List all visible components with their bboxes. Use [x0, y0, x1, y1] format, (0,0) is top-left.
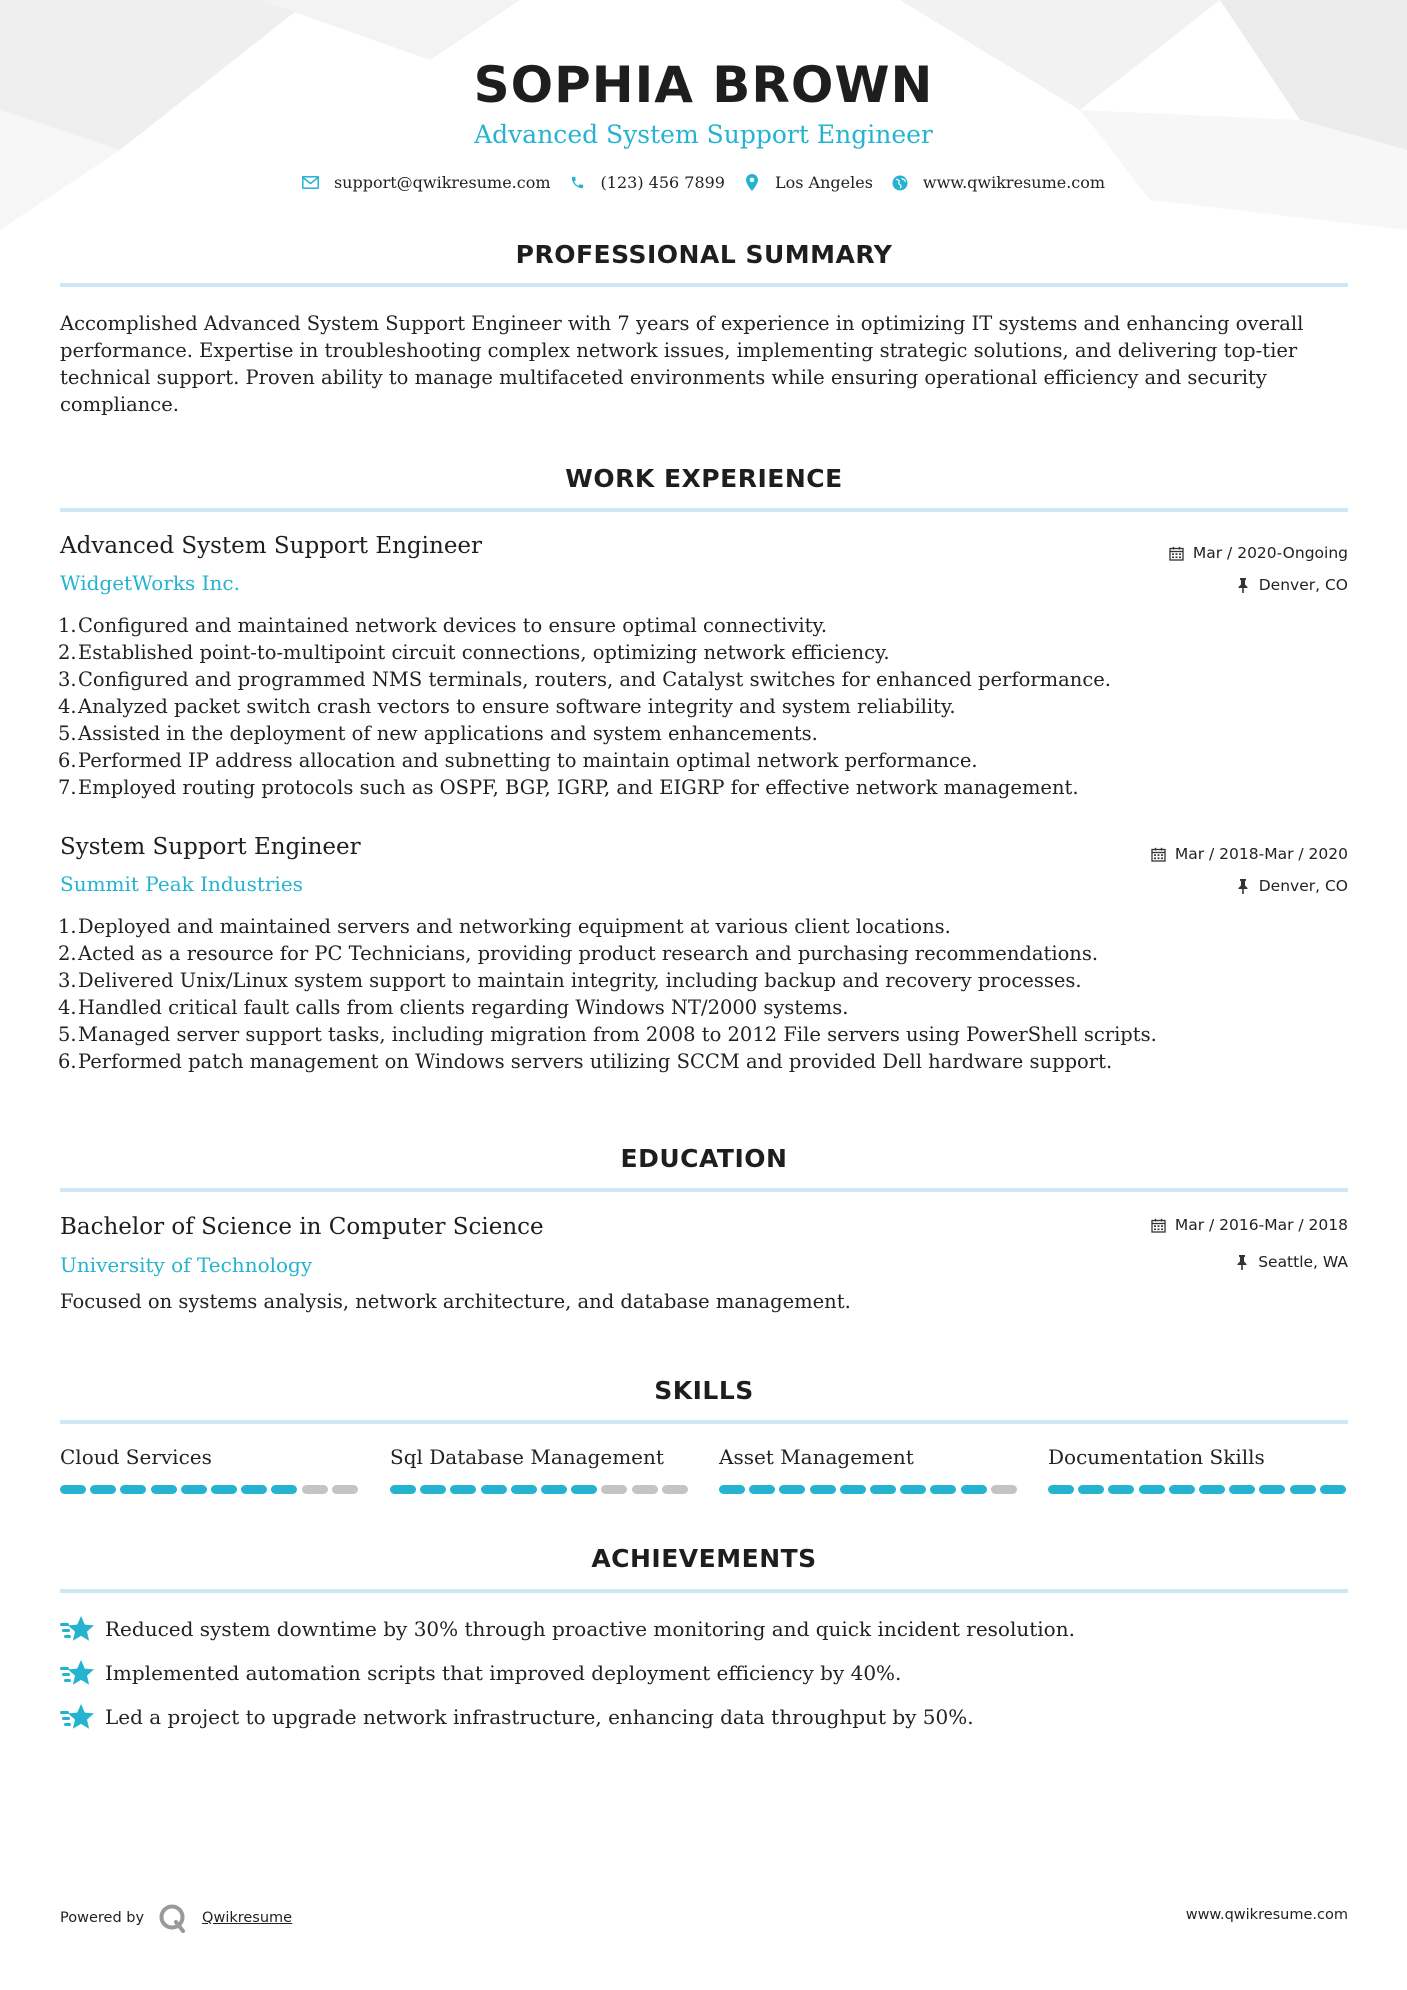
company-name: WidgetWorks Inc.	[60, 571, 240, 595]
skills-divider	[60, 1420, 1348, 1424]
skill-name: Cloud Services	[60, 1445, 212, 1469]
job-location-text: Denver, CO	[1258, 576, 1348, 594]
education-description: Focused on systems analysis, network architecture, and database management.	[60, 1290, 851, 1313]
list-item: 5. Managed server support tasks, including migration from 2008 to 2012 File servers using PowerShell scripts.	[58, 1023, 1157, 1046]
skill-dot-filled	[1078, 1485, 1104, 1494]
job-location	[1235, 877, 1348, 895]
achievement-text: Reduced system downtime by 30% through proactive monitoring and quick incident resolution.	[105, 1617, 1075, 1641]
job-location	[1235, 576, 1348, 594]
list-item: 4. Handled critical fault calls from clients regarding Windows NT/2000 systems.	[58, 996, 849, 1019]
list-item: 6. Performed IP address allocation and subnetting to maintain optimal network performance.	[58, 749, 978, 772]
skill-dot-filled	[60, 1485, 86, 1494]
education-divider	[60, 1188, 1348, 1192]
job-responsibilities	[60, 612, 1350, 801]
skill-item	[719, 1445, 1019, 1469]
pushpin-icon	[1235, 577, 1251, 593]
contact-location	[743, 173, 873, 192]
skill-dot-filled	[1199, 1485, 1225, 1494]
skill-dot-filled	[481, 1485, 507, 1494]
skill-dot-filled	[241, 1485, 267, 1494]
list-item: 2. Acted as a resource for PC Technicians, providing product research and purchasing recommendations.	[58, 942, 1099, 965]
skill-dot-filled	[749, 1485, 775, 1494]
list-item: 1. Deployed and maintained servers and networking equipment at various client locations.	[58, 915, 951, 938]
skill-dot-filled	[900, 1485, 926, 1494]
envelope-icon	[302, 174, 320, 192]
powered-by-label: Powered by	[60, 1910, 145, 1926]
qwikresume-logo-icon	[158, 1903, 188, 1933]
star-award-icon	[60, 1702, 94, 1732]
experience-heading: WORK EXPERIENCE	[565, 464, 843, 493]
skill-dot-filled	[1169, 1485, 1195, 1494]
footer-website[interactable]: www.qwikresume.com	[1185, 1907, 1348, 1923]
globe-icon	[891, 174, 909, 192]
skill-dot-filled	[571, 1485, 597, 1494]
skill-dot-filled	[810, 1485, 836, 1494]
achievement-item	[60, 1702, 974, 1732]
skill-level-bar	[1048, 1485, 1350, 1494]
contact-phone[interactable]	[569, 173, 725, 192]
summary-heading: PROFESSIONAL SUMMARY	[515, 240, 893, 269]
star-award-icon	[60, 1658, 94, 1688]
qwikresume-link[interactable]: Qwikresume	[202, 1910, 293, 1926]
job-dates	[1169, 544, 1348, 562]
skill-dot-filled	[1259, 1485, 1285, 1494]
job-responsibilities	[60, 913, 1350, 1075]
skill-dot-filled	[511, 1485, 537, 1494]
skill-level-bar	[60, 1485, 362, 1494]
calendar-icon	[1169, 545, 1185, 561]
education-location	[1234, 1253, 1348, 1271]
skill-dot-filled	[719, 1485, 745, 1494]
achievement-item	[60, 1614, 1075, 1644]
experience-divider	[60, 508, 1348, 512]
pushpin-icon	[1235, 878, 1251, 894]
skill-dot-empty	[601, 1485, 627, 1494]
job-dates-text: Mar / 2020-Ongoing	[1192, 544, 1348, 562]
skill-dot-filled	[390, 1485, 416, 1494]
achievement-text: Implemented automation scripts that improved deployment efficiency by 40%.	[105, 1661, 902, 1685]
skill-dot-empty	[632, 1485, 658, 1494]
footer-powered-by	[60, 1903, 292, 1933]
skill-item	[1048, 1445, 1348, 1469]
company-name: Summit Peak Industries	[60, 872, 303, 896]
job-title: Advanced System Support Engineer	[60, 533, 483, 559]
education-dates-text: Mar / 2016-Mar / 2018	[1174, 1216, 1348, 1234]
degree-title: Bachelor of Science in Computer Science	[60, 1214, 544, 1240]
job-location-text: Denver, CO	[1258, 877, 1348, 895]
school-name: University of Technology	[60, 1253, 313, 1277]
list-item: 2. Established point-to-multipoint circuit connections, optimizing network efficiency.	[58, 641, 890, 664]
skill-level-bar	[390, 1485, 692, 1494]
phone-icon	[569, 174, 587, 192]
list-item: 3. Configured and programmed NMS terminals, routers, and Catalyst switches for enhanced performance.	[58, 668, 1111, 691]
list-item: 6. Performed patch management on Windows servers utilizing SCCM and provided Dell hardware support.	[58, 1050, 1113, 1073]
contact-email-text: support@qwikresume.com	[333, 173, 551, 192]
skill-item	[60, 1445, 360, 1469]
skill-dot-filled	[779, 1485, 805, 1494]
skill-dot-filled	[420, 1485, 446, 1494]
summary-divider	[60, 283, 1348, 287]
skill-dot-filled	[840, 1485, 866, 1494]
skill-dot-filled	[90, 1485, 116, 1494]
skill-dot-filled	[1108, 1485, 1134, 1494]
list-item: 5. Assisted in the deployment of new applications and system enhancements.	[58, 722, 818, 745]
skill-dot-filled	[181, 1485, 207, 1494]
skill-level-bar	[719, 1485, 1021, 1494]
skill-dot-empty	[332, 1485, 358, 1494]
contact-phone-text: (123) 456 7899	[600, 173, 725, 192]
achievement-text: Led a project to upgrade network infrastructure, enhancing data throughput by 50%.	[105, 1705, 974, 1729]
contact-email[interactable]	[302, 173, 551, 192]
skill-name: Sql Database Management	[390, 1445, 664, 1469]
skills-heading: SKILLS	[654, 1376, 754, 1405]
pushpin-icon	[1234, 1254, 1250, 1270]
candidate-role: Advanced System Support Engineer	[474, 120, 933, 149]
star-award-icon	[60, 1614, 94, 1644]
list-item: 4. Analyzed packet switch crash vectors to ensure software integrity and system reliability.	[58, 695, 956, 718]
candidate-name: SOPHIA BROWN	[473, 56, 934, 114]
skill-dot-filled	[961, 1485, 987, 1494]
skill-dot-filled	[1320, 1485, 1346, 1494]
summary-text: Accomplished Advanced System Support Engineer with 7 years of experience in optimizing IT systems and enhancing overall performance. Expertise in troubleshooting complex network issues, implementing strategic solutions, and delivering top-tier technical support. Proven ability to manage multifaceted environments while ensuring operational efficiency and security compliance.	[60, 312, 1304, 416]
education-dates	[1151, 1216, 1348, 1234]
contact-location-text: Los Angeles	[774, 173, 873, 192]
contact-website[interactable]	[891, 173, 1105, 192]
contact-bar	[0, 173, 1407, 192]
job-dates-text: Mar / 2018-Mar / 2020	[1174, 845, 1348, 863]
skill-dot-empty	[662, 1485, 688, 1494]
skill-dot-filled	[1048, 1485, 1074, 1494]
achievement-item	[60, 1658, 901, 1688]
skill-dot-filled	[930, 1485, 956, 1494]
achievements-divider	[60, 1589, 1348, 1593]
location-pin-icon	[743, 174, 761, 192]
skill-dot-filled	[1290, 1485, 1316, 1494]
list-item: 3. Delivered Unix/Linux system support to maintain integrity, including backup and recovery processes.	[58, 969, 1082, 992]
skill-dot-filled	[1229, 1485, 1255, 1494]
contact-website-text: www.qwikresume.com	[922, 173, 1106, 192]
skill-dot-filled	[541, 1485, 567, 1494]
education-heading: EDUCATION	[620, 1144, 788, 1173]
calendar-icon	[1151, 846, 1167, 862]
calendar-icon	[1151, 1217, 1167, 1233]
skill-name: Asset Management	[719, 1445, 914, 1469]
skill-dot-filled	[120, 1485, 146, 1494]
achievements-heading: ACHIEVEMENTS	[591, 1544, 817, 1573]
skill-dot-filled	[211, 1485, 237, 1494]
skill-item	[390, 1445, 690, 1469]
job-dates	[1151, 845, 1348, 863]
skill-dot-empty	[991, 1485, 1017, 1494]
skill-dot-filled	[870, 1485, 896, 1494]
skill-dot-empty	[302, 1485, 328, 1494]
skill-dot-filled	[450, 1485, 476, 1494]
list-item: 1. Configured and maintained network devices to ensure optimal connectivity.	[58, 614, 828, 637]
job-title: System Support Engineer	[60, 834, 361, 860]
education-location-text: Seattle, WA	[1258, 1253, 1348, 1271]
list-item: 7. Employed routing protocols such as OSPF, BGP, IGRP, and EIGRP for effective network management.	[58, 776, 1079, 799]
skill-name: Documentation Skills	[1048, 1445, 1265, 1469]
skill-dot-filled	[1139, 1485, 1165, 1494]
skill-dot-filled	[151, 1485, 177, 1494]
skill-dot-filled	[271, 1485, 297, 1494]
